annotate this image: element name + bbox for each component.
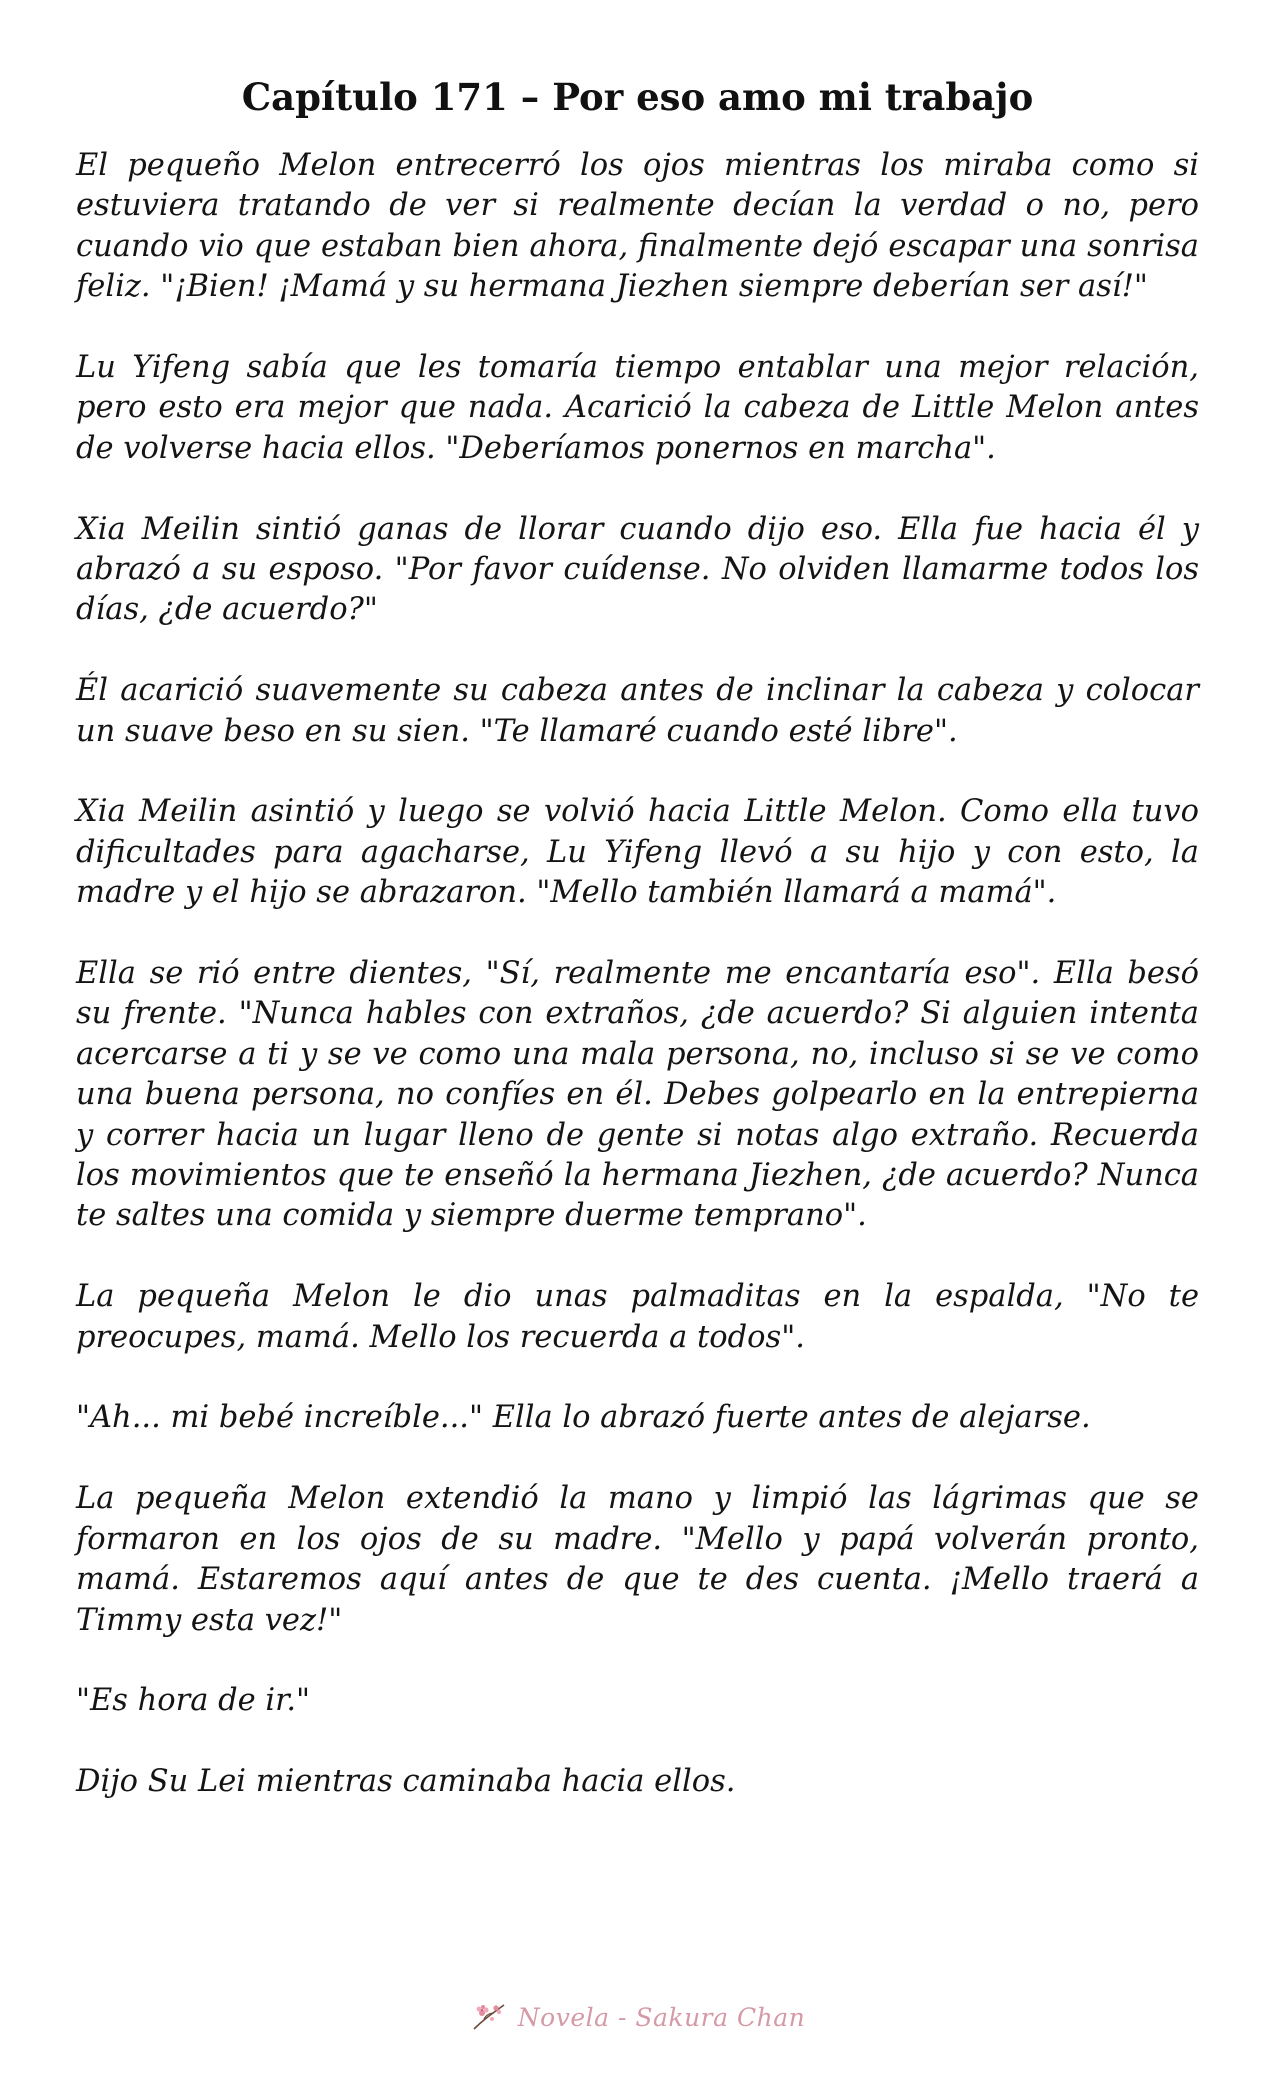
paragraph: El pequeño Melon entrecerró los ojos mientras los miraba como si estuviera tratando de ver si realmente decían la verdad o no, pero cuando vio que estaban bien ahora, finalmente dejó escapar una sonrisa feliz. "¡Bien! ¡Mamá y su hermana Jiezhen siempre deberían ser así!" [76, 148, 1199, 305]
chapter-body [76, 146, 1199, 1803]
watermark [0, 1992, 1275, 2042]
paragraph: Xia Meilin sintió ganas de llorar cuando dijo eso. Ella fue hacia él y abrazó a su esposo. "Por favor cuídense. No olviden llamarme todos los días, ¿de acuerdo?" [76, 511, 1199, 628]
paragraph: "Es hora de ir." [76, 1683, 311, 1719]
paragraph: Ella se rió entre dientes, "Sí, realmente me encantaría eso". Ella besó su frente. "Nunca hables con extraños, ¿de acuerdo? Si alguien intenta acercarse a ti y se ve como una mala persona, no, incluso si se ve como una buena persona, no confíes en él. Debes golpearlo en la entrepierna y correr hacia un lugar lleno de gente si notas algo extraño. Recuerda los movimientos que te enseñó la hermana Jiezhen, ¿de acuerdo? Nunca te saltes una comida y siempre duerme temprano". [76, 956, 1199, 1234]
chapter-title: Capítulo 171 – Por eso amo mi trabajo [241, 75, 1034, 119]
paragraph: Xia Meilin asintió y luego se volvió hacia Little Melon. Como ella tuvo dificultades para agacharse, Lu Yifeng llevó a su hijo y con esto, la madre y el hijo se abrazaron. "Mello también llamará a mamá". [76, 794, 1199, 911]
paragraph: Lu Yifeng sabía que les tomaría tiempo entablar una mejor relación, pero esto era mejor que nada. Acarició la cabeza de Little Melon antes de volverse hacia ellos. "Deberíamos ponernos en marcha". [76, 350, 1199, 466]
paragraph: La pequeña Melon extendió la mano y limpió las lágrimas que se formaron en los ojos de su madre. "Mello y papá volverán pronto, mamá. Estaremos aquí antes de que te des cuenta. ¡Mello traerá a Timmy esta vez!" [76, 1481, 1199, 1638]
paragraph: Dijo Su Lei mientras caminaba hacia ellos. [76, 1764, 736, 1800]
paragraph: Él acarició suavemente su cabeza antes de inclinar la cabeza y colocar un suave beso en su sien. "Te llamaré cuando esté libre". [76, 673, 1199, 749]
paragraph: "Ah... mi bebé increíble..." Ella lo abrazó fuerte antes de alejarse. [76, 1400, 1091, 1436]
cherry-blossom-icon [470, 1999, 510, 2035]
watermark-text: Novela - Sakura Chan [517, 2002, 806, 2032]
paragraph: La pequeña Melon le dio unas palmaditas en la espalda, "No te preocupes, mamá. Mello los recuerda a todos". [76, 1279, 1199, 1355]
